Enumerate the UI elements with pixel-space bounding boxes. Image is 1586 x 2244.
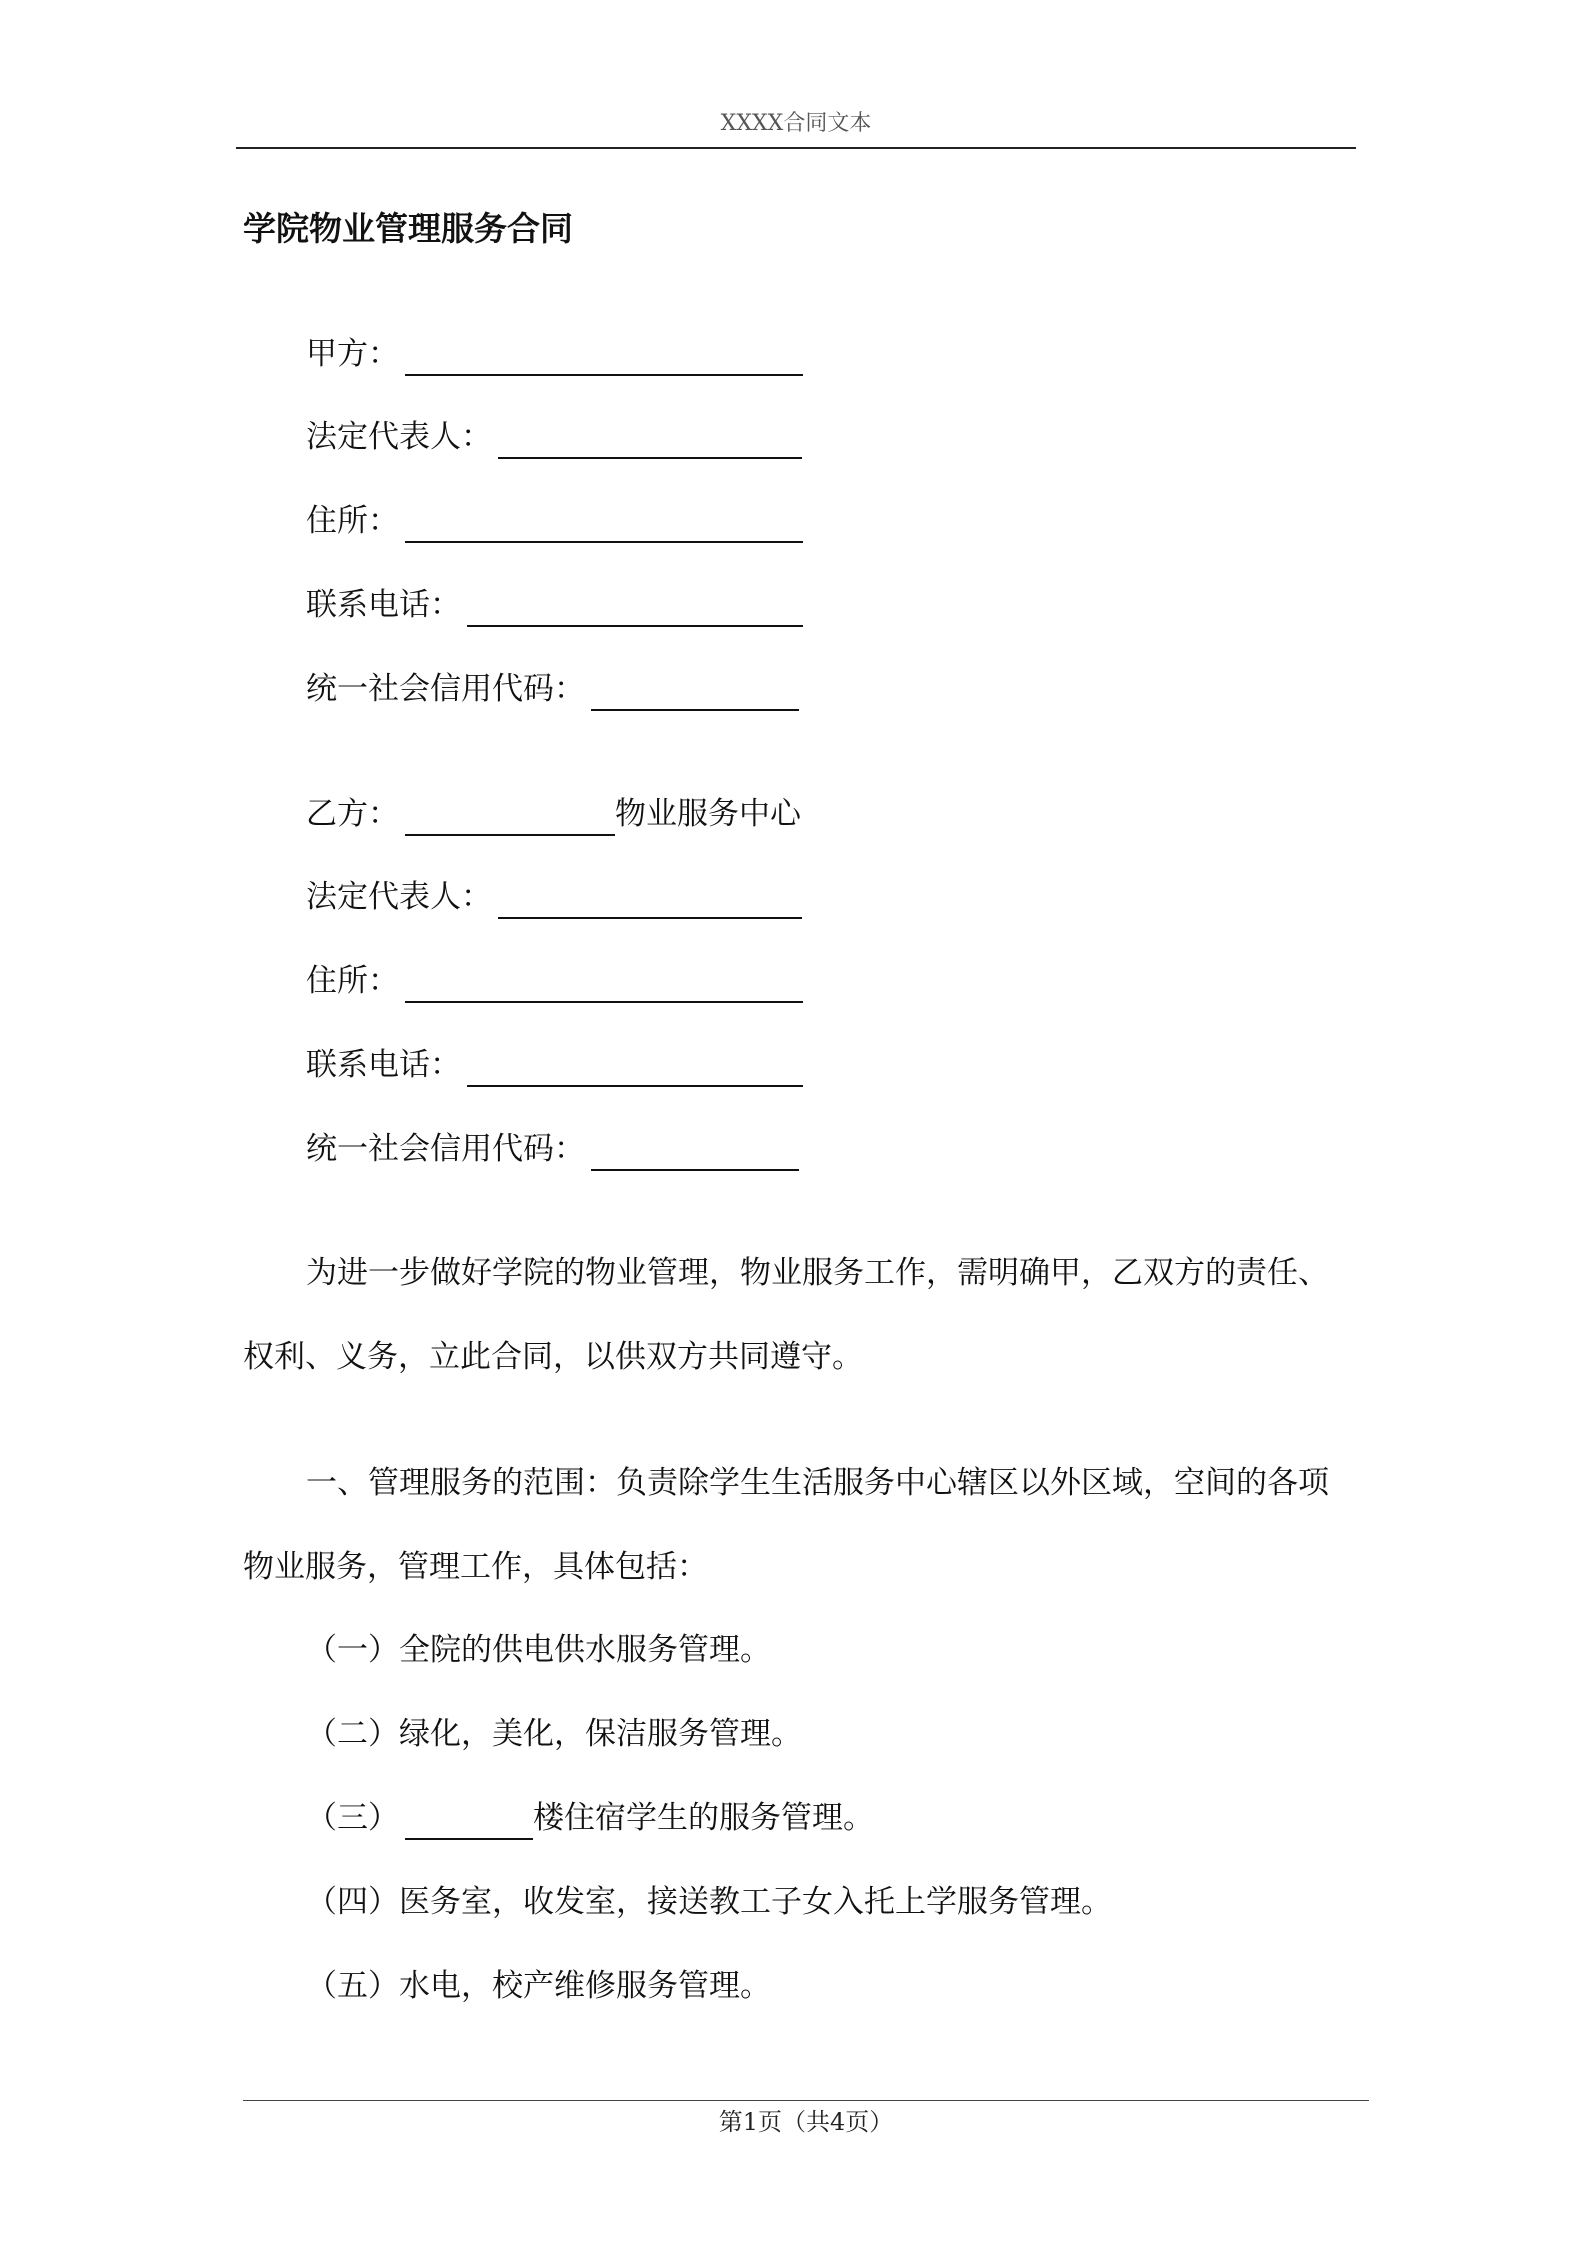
party-a-address-blank <box>405 501 803 543</box>
header-divider <box>236 147 1356 149</box>
party-a-rep-blank <box>498 417 802 459</box>
party-b-label: 乙方： <box>306 796 399 832</box>
page-number: 第1页（共4页） <box>718 2108 894 2136</box>
party-b-suffix: 物业服务中心 <box>615 796 801 832</box>
party-b-address-line <box>306 959 803 1003</box>
party-a-rep-label: 法定代表人： <box>306 419 492 455</box>
party-b-line <box>306 792 801 836</box>
party-b-phone-label: 联系电话： <box>306 1047 461 1083</box>
party-b-credit-code-blank <box>591 1129 799 1171</box>
party-b-address-label: 住所： <box>306 963 399 999</box>
section1-item-4: （四）医务室，收发室，接送教工子女入托上学服务管理。 <box>306 1884 1112 1920</box>
footer-divider <box>243 2100 1369 2101</box>
party-a-blank <box>405 334 803 376</box>
party-b-credit-code-label: 统一社会信用代码： <box>306 1131 585 1167</box>
party-a-phone-label: 联系电话： <box>306 587 461 623</box>
party-a-address-line <box>306 499 803 543</box>
section1-line-2: 物业服务，管理工作，具体包括： <box>243 1549 708 1585</box>
party-b-address-blank <box>405 961 803 1003</box>
party-a-label: 甲方： <box>306 336 399 372</box>
party-b-rep-line <box>306 875 802 919</box>
party-a-phone-blank <box>467 585 803 627</box>
intro-line-2: 权利、义务，立此合同，以供双方共同遵守。 <box>243 1339 863 1375</box>
party-a-phone-line <box>306 583 803 627</box>
party-a-credit-code-line <box>306 667 799 711</box>
section1-item-3-prefix: （三） <box>306 1800 399 1836</box>
section1-line-1: 一、管理服务的范围：负责除学生生活服务中心辖区以外区域，空间的各项 <box>306 1465 1329 1501</box>
party-b-phone-line <box>306 1043 803 1087</box>
page-header: XXXX合同文本 <box>720 111 872 136</box>
section1-item-3-blank <box>405 1798 533 1840</box>
party-b-blank <box>405 794 615 836</box>
party-b-rep-label: 法定代表人： <box>306 879 492 915</box>
party-a-rep-line <box>306 415 802 459</box>
section1-item-3 <box>306 1796 874 1840</box>
intro-line-1: 为进一步做好学院的物业管理，物业服务工作，需明确甲，乙双方的责任、 <box>306 1255 1329 1291</box>
section1-item-2: （二）绿化，美化，保洁服务管理。 <box>306 1716 802 1752</box>
party-a-address-label: 住所： <box>306 503 399 539</box>
document-title: 学院物业管理服务合同 <box>243 209 573 248</box>
party-b-rep-blank <box>498 877 802 919</box>
section1-item-3-suffix: 楼住宿学生的服务管理。 <box>533 1800 874 1836</box>
section1-item-1: （一）全院的供电供水服务管理。 <box>306 1632 771 1668</box>
party-a-credit-code-label: 统一社会信用代码： <box>306 671 585 707</box>
party-a-credit-code-blank <box>591 669 799 711</box>
party-b-credit-code-line <box>306 1127 799 1171</box>
section1-item-5: （五）水电，校产维修服务管理。 <box>306 1968 771 2004</box>
party-a-line <box>306 332 803 376</box>
party-b-phone-blank <box>467 1045 803 1087</box>
